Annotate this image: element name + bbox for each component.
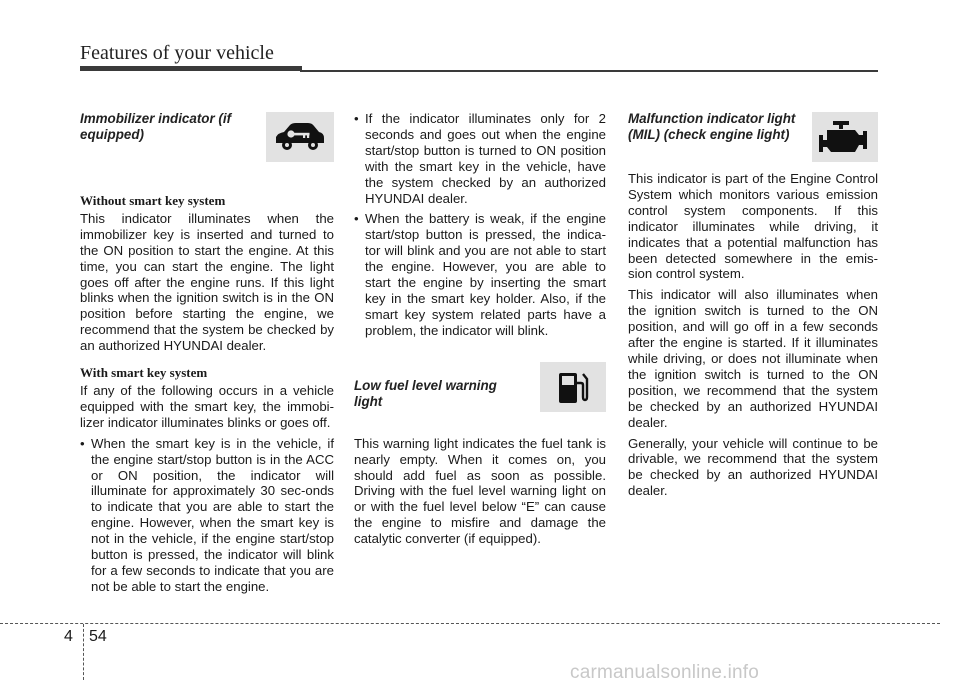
paragraph-mil-2: This indicator will also illuminates when the ignition switch is turned to the ON position, and will go off in a few seconds after the engine is started. If it illuminates while driving, or does not illuminate when the ignition switch is turned to the ON position, we recommend that the system be checked by an authorized HYUNDAI dealer. bbox=[628, 287, 878, 430]
bullet-item: • If the indicator illuminates only for 2 seconds and goes out when the engine start/stop button is turned to ON position with the smart key in the vehicle, have the system checked by an authorized HYUNDAI dealer. bbox=[354, 111, 606, 206]
chapter-number: 4 bbox=[64, 628, 73, 645]
paragraph-low-fuel: This warning light indicates the fuel tank is nearly empty. When it comes on, you should add fuel as soon as possible. Driving with the fuel level warning light on or with the fuel level below “E” can cause the engine to misfire and damage the catalytic converter (if equipped). bbox=[354, 435, 606, 547]
column-2 bbox=[354, 111, 606, 552]
page-number: 54 bbox=[89, 628, 107, 645]
bullet-item: • When the battery is weak, if the engine start/stop button is pressed, the indica-tor will blink and you are not able to start the engine. However, you are able to start the engine by inserting the smart key in the smart key holder. Also, if the smart key system related parts have a problem, the indicator will blink. bbox=[354, 211, 606, 338]
paragraph-mil-1: This indicator is part of the Engine Control System which monitors various emission control system components. If this indicator illuminates while driving, it indicates that a potential malfunction has been detected somewhere in the emis-sion control system. bbox=[628, 171, 878, 282]
section-title-immobilizer: Immobilizer indicator (if equipped) bbox=[80, 111, 232, 142]
check-engine-icon bbox=[817, 118, 873, 156]
immobilizer-icon-box bbox=[266, 112, 334, 162]
subheading-without-smart-key: Without smart key system bbox=[80, 193, 226, 208]
bullet-item: • When the smart key is in the vehicle, if the engine start/stop button is in the ACC or ON position, the indicator will illuminate for approximately 30 sec-onds to indicate that you are able to start the engine. However, when the smart key is not in the vehicle, if the engine start/stop button is pressed, the indicator will blink for a few seconds to indicate that you are not be able to start the engine. bbox=[80, 436, 334, 595]
footer-divider bbox=[83, 624, 84, 680]
header-rule-thin bbox=[300, 70, 878, 72]
footer-rule bbox=[0, 623, 940, 624]
column-1 bbox=[80, 111, 334, 600]
paragraph-smart-key: If any of the following occurs in a vehicle equipped with the smart key, the immobi-lizer indicator illuminates blinks or goes off. bbox=[80, 382, 334, 430]
column-3 bbox=[628, 111, 878, 504]
bullet-list bbox=[80, 436, 334, 595]
immobilizer-car-key-icon bbox=[272, 119, 328, 155]
fuel-pump-icon bbox=[553, 367, 593, 407]
section-title-mil: Malfunction indicator light (MIL) (check engine light) bbox=[628, 111, 796, 142]
subheading-with-smart-key: With smart key system bbox=[80, 365, 208, 381]
section-title-low-fuel: Low fuel level warning light bbox=[354, 377, 497, 409]
paragraph-mil-3: Generally, your vehicle will continue to be drivable, we recommend that the system be checked by an authorized HYUNDAI dealer. bbox=[628, 435, 878, 499]
fuel-icon-box bbox=[540, 362, 606, 412]
paragraph-immobilizer: This indicator illuminates when the immobilizer key is inserted and turned to the ON position to start the engine. At this time, you can start the engine. The light goes off after the engine runs. If this light blinks when the ignition switch is in the ON position before starting the engine, we recommend that the system be checked by an authorized HYUNDAI dealer. bbox=[80, 210, 334, 354]
bullet-list bbox=[354, 111, 606, 339]
check-engine-icon-box bbox=[812, 112, 878, 162]
page-header-title: Features of your vehicle bbox=[80, 42, 274, 64]
watermark: carmanualsonline.info bbox=[570, 662, 760, 683]
header-rule-thick bbox=[80, 66, 302, 71]
